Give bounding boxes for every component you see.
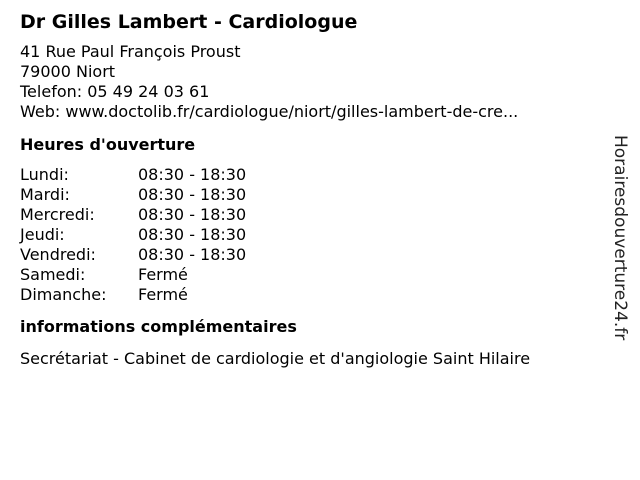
day-label: Lundi:: [20, 165, 69, 184]
hours-row-tuesday: [20, 185, 590, 205]
page-title: Dr Gilles Lambert - Cardiologue: [20, 11, 358, 33]
site-watermark: Horairesdouverture24.fr: [610, 135, 630, 341]
hours-row-sunday: [20, 285, 590, 305]
hours-row-monday: [20, 165, 590, 185]
hours-row-thursday: [20, 225, 590, 245]
day-label: Dimanche:: [20, 285, 107, 304]
day-label: Mardi:: [20, 185, 70, 204]
additional-info-text: Secrétariat - Cabinet de cardiologie et d'angiologie Saint Hilaire: [20, 349, 531, 368]
time-value: Fermé: [138, 265, 188, 284]
time-value: 08:30 - 18:30: [138, 205, 247, 224]
day-label: Samedi:: [20, 265, 86, 284]
opening-hours-table: [20, 165, 590, 305]
hours-row-friday: [20, 245, 590, 265]
time-value: 08:30 - 18:30: [138, 165, 247, 184]
additional-info-heading: informations complémentaires: [20, 317, 297, 336]
day-label: Jeudi:: [20, 225, 65, 244]
time-value: 08:30 - 18:30: [138, 225, 247, 244]
time-value: 08:30 - 18:30: [138, 185, 247, 204]
phone-number: Telefon: 05 49 24 03 61: [20, 82, 210, 101]
day-label: Vendredi:: [20, 245, 96, 264]
website-link: Web: www.doctolib.fr/cardiologue/niort/gilles-lambert-de-cre...: [20, 102, 519, 121]
address-city: 79000 Niort: [20, 62, 116, 81]
opening-hours-heading: Heures d'ouverture: [20, 135, 196, 154]
hours-row-wednesday: [20, 205, 590, 225]
business-card: [20, 10, 590, 369]
time-value: Fermé: [138, 285, 188, 304]
time-value: 08:30 - 18:30: [138, 245, 247, 264]
day-label: Mercredi:: [20, 205, 95, 224]
address-street: 41 Rue Paul François Proust: [20, 42, 241, 61]
address-block: [20, 42, 590, 122]
hours-row-saturday: [20, 265, 590, 285]
